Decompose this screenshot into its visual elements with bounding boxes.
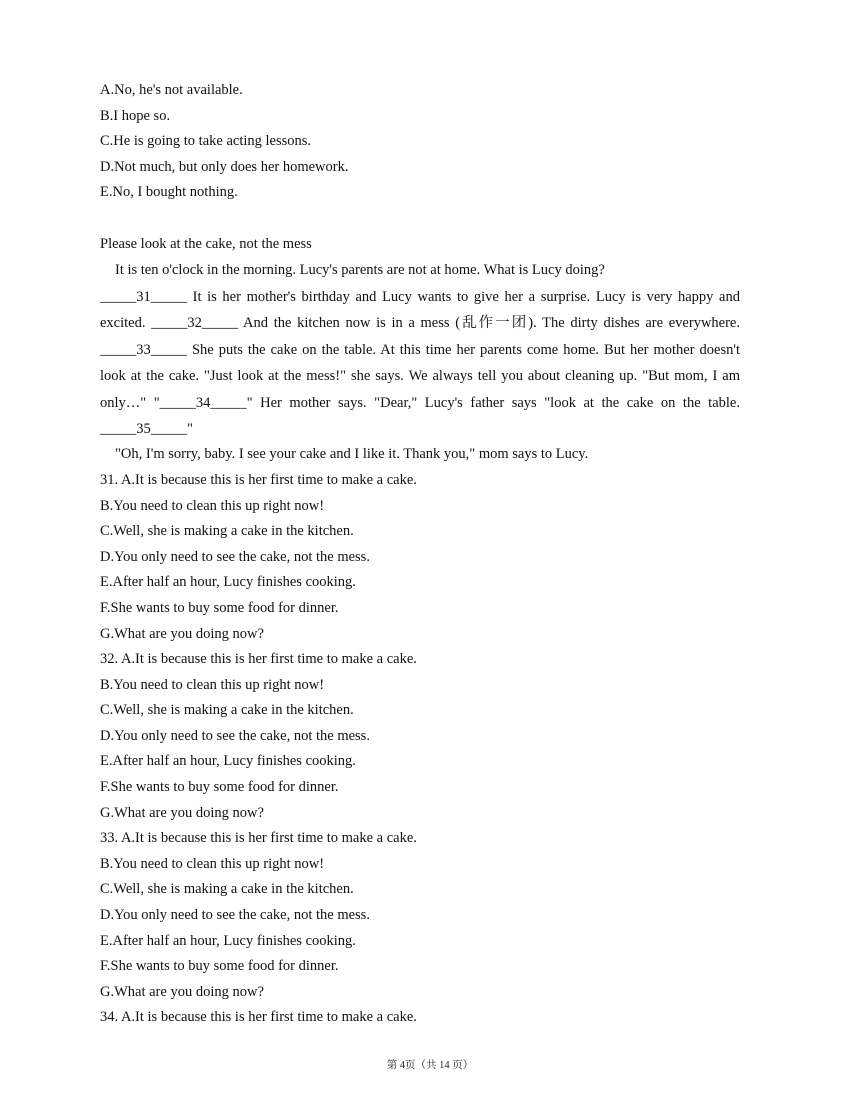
page-content — [100, 78, 740, 1031]
question-option: B.You need to clean this up right now! — [100, 497, 325, 514]
passage-title: Please look at the cake, not the mess — [100, 236, 312, 253]
question-option: 33. A.It is because this is her first time to make a cake. — [100, 830, 417, 847]
option-line: B.I hope so. — [100, 107, 171, 124]
question-option: E.After half an hour, Lucy finishes cooking. — [100, 932, 356, 949]
question-option: 34. A.It is because this is her first time to make a cake. — [100, 1009, 417, 1026]
question-option: E.After half an hour, Lucy finishes cooking. — [100, 574, 356, 591]
question-option: F.She wants to buy some food for dinner. — [100, 779, 339, 796]
question-option: C.Well, she is making a cake in the kitchen. — [100, 523, 354, 540]
question-option: D.You only need to see the cake, not the mess. — [100, 548, 370, 565]
passage-line: _____33_____ She puts the cake on the table. At this time her parents come home. But her mother doesn't — [100, 341, 740, 358]
question-option: F.She wants to buy some food for dinner. — [100, 958, 339, 975]
question-option: 32. A.It is because this is her first time to make a cake. — [100, 651, 417, 668]
question-option: B.You need to clean this up right now! — [100, 676, 325, 693]
passage-line: "Oh, I'm sorry, baby. I see your cake and I like it. Thank you," mom says to Lucy. — [115, 446, 589, 463]
previous-question-options — [100, 78, 740, 206]
option-line: D.Not much, but only does her homework. — [100, 158, 349, 175]
passage-line: excited. _____32_____ And the kitchen now is in a mess (乱作一团). The dirty dishes are everywhere. — [100, 315, 740, 332]
passage-line: _____35_____" — [100, 421, 193, 438]
passage-line: only…" "_____34_____" Her mother says. "Dear," Lucy's father says "look at the cake on the table. — [100, 394, 740, 411]
passage-line: look at the cake. "Just look at the mess!" she says. We always tell you about cleaning up. "But mom, I am — [100, 368, 740, 385]
question-34 — [100, 1005, 740, 1031]
passage-line: _____31_____ It is her mother's birthday and Lucy wants to give her a surprise. Lucy is very happy and — [100, 288, 740, 305]
question-option: C.Well, she is making a cake in the kitchen. — [100, 881, 354, 898]
question-option: G.What are you doing now? — [100, 625, 264, 642]
option-line: C.He is going to take acting lessons. — [100, 133, 312, 150]
question-option: 31. A.It is because this is her first time to make a cake. — [100, 471, 417, 488]
passage-line: It is ten o'clock in the morning. Lucy's parents are not at home. What is Lucy doing? — [115, 262, 605, 279]
question-option: C.Well, she is making a cake in the kitchen. — [100, 702, 354, 719]
question-32 — [100, 647, 740, 826]
spacer — [100, 206, 740, 233]
question-option: E.After half an hour, Lucy finishes cooking. — [100, 753, 356, 770]
question-31 — [100, 468, 740, 647]
question-option: D.You only need to see the cake, not the mess. — [100, 727, 370, 744]
question-option: F.She wants to buy some food for dinner. — [100, 599, 339, 616]
question-option: B.You need to clean this up right now! — [100, 855, 325, 872]
reading-passage — [100, 232, 740, 467]
option-line: E.No, I bought nothing. — [100, 184, 238, 201]
question-option: G.What are you doing now? — [100, 804, 264, 821]
question-33 — [100, 826, 740, 1005]
question-option: G.What are you doing now? — [100, 983, 264, 1000]
question-option: D.You only need to see the cake, not the mess. — [100, 907, 370, 924]
option-line: A.No, he's not available. — [100, 82, 243, 98]
page-footer: 第 4页（共 14 页） — [386, 1060, 474, 1071]
